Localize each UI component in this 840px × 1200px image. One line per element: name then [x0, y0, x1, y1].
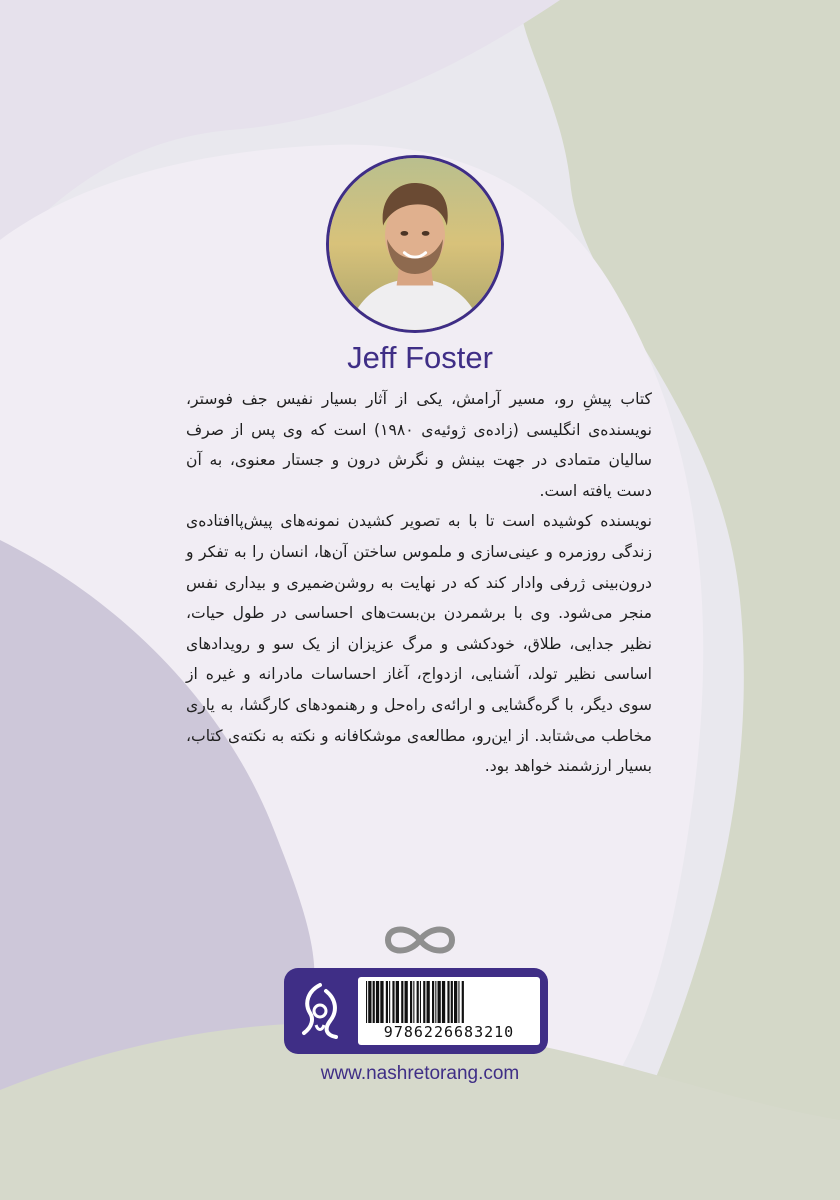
barcode	[358, 977, 540, 1045]
description-paragraph-1: کتاب پیشِ رو، مسیر آرامش، یکی از آثار بسیار نفیس جف فوستر، نویسنده‌ی انگلیسی (زاده‌ی ژوئیه‌ی ۱۹۸۰) است که وی پس از صرف سالیان متمادی در جهت بینش و نگرش درون و جستار معنوی، به آن دست یافته است.	[186, 390, 652, 500]
barcode-bar	[420, 981, 421, 1023]
barcode-bar	[373, 981, 375, 1023]
barcode-bar	[386, 981, 388, 1023]
barcode-bar	[451, 981, 453, 1023]
description-paragraph-2: نویسنده کوشیده است تا با به تصویر کشیدن نمونه‌های پیش‌پاافتاده‌ی زندگی روزمره و عینی‌سازی و ملموس ساختن آن‌ها، انسان را به تفکر و درون‌بینی ژرفی وادار کند که در نهایت به روشن‌ضمیری و بیداری نفس منجر می‌شود. وی با برشمردن بن‌بست‌های احساسی در طول حیات، نظیر جدایی، طلاق، خودکشی و مرگ عزیزان از یک سو و رویدادهای اساسی نظیر تولد، آشنایی، ازدواج، آغاز احساسات مادرانه و غیره از سوی دیگر، با گره‌گشایی و ارائه‌ی راه‌حل و رهنمودهای کارگشا، به یاری مخاطب می‌شتابد. از این‌رو، مطالعه‌ی موشکافانه و نکته به نکته‌ی کتاب، بسیار ارزشمند خواهد بود.	[186, 512, 652, 776]
barcode-bar	[438, 981, 441, 1023]
author-photo	[326, 155, 504, 333]
barcode-bar	[368, 981, 371, 1023]
barcode-bar	[413, 981, 414, 1023]
barcode-bar	[380, 981, 383, 1023]
barcode-bar	[462, 981, 464, 1023]
barcode-bar	[423, 981, 425, 1023]
publisher-website-link[interactable]: www.nashretorang.com	[320, 1063, 520, 1084]
barcode-bar	[442, 981, 445, 1023]
book-description	[186, 384, 652, 782]
barcode-bar	[389, 981, 390, 1023]
barcode-bar	[417, 981, 419, 1023]
barcode-bar	[401, 981, 403, 1023]
publisher-box	[284, 968, 548, 1054]
barcode-bar	[392, 981, 394, 1023]
barcode-bar	[410, 981, 412, 1023]
barcode-bar	[435, 981, 436, 1023]
barcode-bar	[454, 981, 457, 1023]
barcode-bar	[432, 981, 434, 1023]
barcode-bar	[458, 981, 459, 1023]
author-portrait-image	[329, 158, 501, 330]
barcode-bar	[396, 981, 399, 1023]
barcode-bar	[405, 981, 408, 1023]
barcode-bar	[427, 981, 430, 1023]
barcode-bars	[364, 981, 534, 1023]
publisher-logo-icon	[296, 981, 344, 1041]
barcode-bar	[366, 981, 367, 1023]
barcode-number: 9786226683210	[383, 1023, 515, 1041]
barcode-bar	[376, 981, 379, 1023]
author-name: Jeff Foster	[347, 340, 493, 375]
barcode-bar	[447, 981, 449, 1023]
infinity-icon	[372, 920, 468, 960]
